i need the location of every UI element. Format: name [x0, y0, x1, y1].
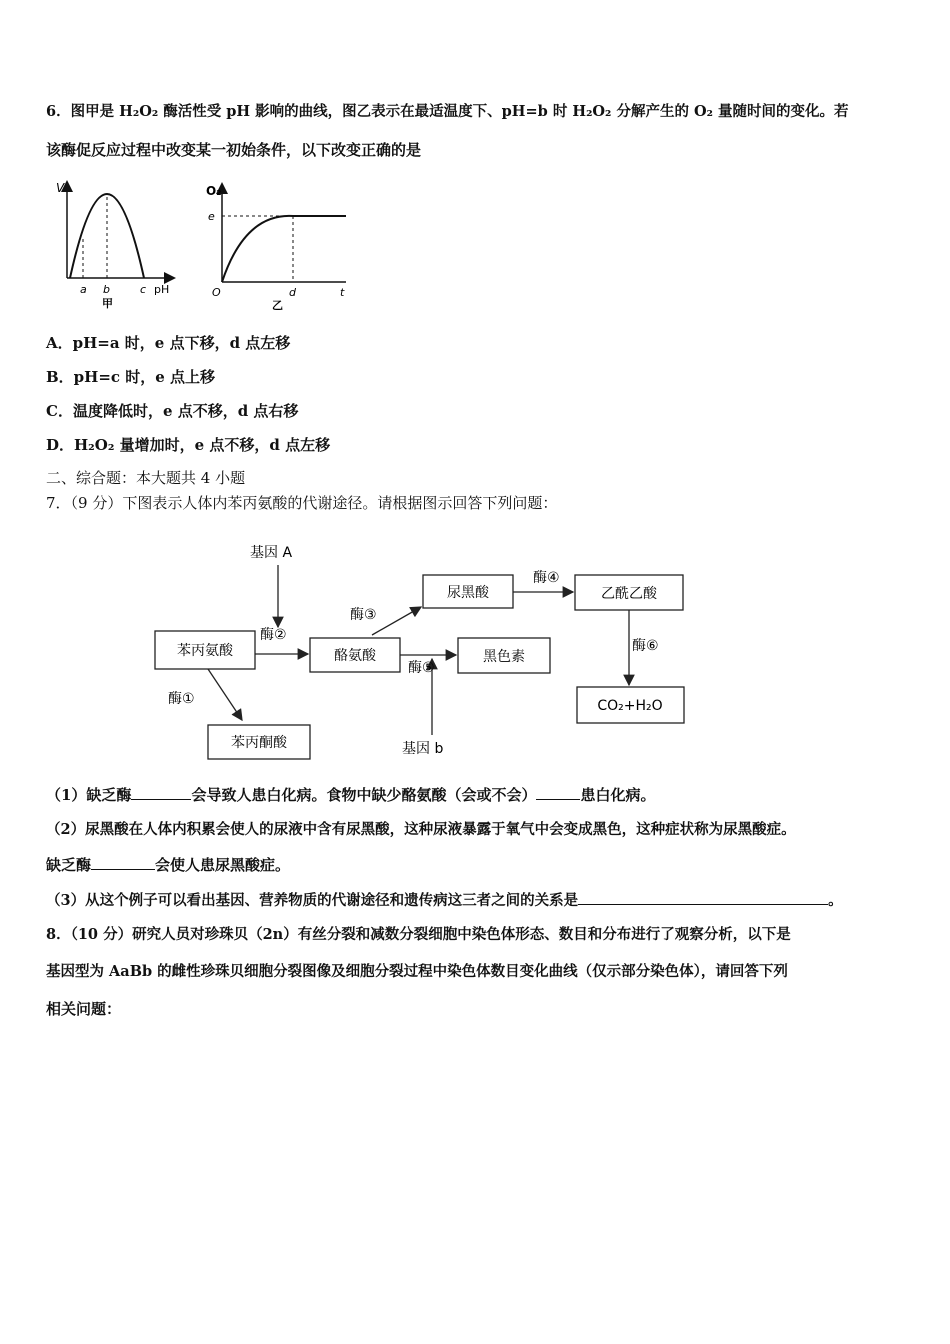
q8-line1: 8．（10 分）研究人员对珍珠贝（2n）有丝分裂和减数分裂细胞中染色体形态、数目和分布进行了观察分析，以下是: [46, 926, 791, 943]
q6-line1: 6．图甲是 H₂O₂ 酶活性受 pH 影响的曲线，图乙表示在最适温度下、pH=b 时 H₂O₂ 分解产生的 O₂ 量随时间的变化。若: [46, 103, 849, 120]
jia-caption: 甲: [102, 297, 113, 310]
answer-blank-3[interactable]: [91, 855, 155, 870]
label-melanin: 黑色素: [483, 649, 525, 665]
q6-line2: 该酶促反应过程中改变某一初始条件，以下改变正确的是: [46, 141, 422, 159]
yi-curve: [222, 216, 346, 282]
q7-sub1: [46, 785, 655, 805]
graph-yi: [200, 178, 360, 313]
label-enz6: 酶⑥: [632, 638, 659, 654]
yi-origin: O: [212, 286, 221, 299]
label-enz1: 酶①: [168, 691, 195, 707]
label-gene-a: 基因 A: [250, 545, 293, 561]
pathway-diagram: [140, 535, 700, 765]
label-phenylalanine: 苯丙氨酸: [177, 643, 233, 659]
jia-ylabel: V: [56, 181, 65, 195]
q7-sub2-line2: [46, 855, 290, 875]
yi-e-label: e: [208, 210, 215, 223]
label-homogentisic: 尿黑酸: [447, 585, 489, 601]
option-d: D．H₂O₂ 量增加时，e 点不移，d 点左移: [46, 436, 331, 454]
q7-sub3-a: （3）从这个例子可以看出基因、营养物质的代谢途径和遗传病这三者之间的关系是: [46, 892, 579, 909]
answer-blank-4[interactable]: [578, 890, 828, 905]
jia-tick-c: c: [140, 283, 147, 296]
q7-sub1-c: 患白化病。: [580, 786, 656, 804]
yi-caption: 乙: [272, 299, 283, 312]
q7-sub1-a: （1）缺乏酶: [46, 786, 132, 804]
q7-sub3-b: 。: [828, 892, 843, 909]
yi-t-label: t: [340, 286, 345, 299]
q7-title: 7．（9 分）下图表示人体内苯丙氨酸的代谢途径。请根据图示回答下列问题：: [46, 494, 558, 512]
jia-tick-a: a: [80, 283, 87, 296]
label-enz4: 酶④: [533, 570, 560, 586]
section-heading: 二、综合题：本大题共 4 小题: [46, 469, 246, 487]
q7-sub2-a: 缺乏酶: [46, 856, 92, 874]
yi-d-label: d: [289, 286, 296, 299]
q7-sub2-b: 会使人患尿黑酸症。: [155, 856, 291, 874]
label-enz2: 酶②: [260, 627, 287, 643]
label-tyrosine: 酪氨酸: [334, 648, 376, 664]
label-enz5: 酶⑤: [408, 660, 435, 676]
jia-tick-b: b: [103, 283, 110, 296]
q7-sub2-line1: （2）尿黑酸在人体内积累会使人的尿液中含有尿黑酸，这种尿液暴露于氧气中会变成黑色，这种症状称为尿黑酸症。: [46, 821, 796, 838]
label-gene-b: 基因 b: [402, 741, 444, 757]
jia-xlabel: pH: [154, 283, 170, 296]
arrow-phe-pyruvic: [208, 669, 242, 720]
label-phenylpyruvic: 苯丙酮酸: [231, 735, 287, 751]
graph-jia: [52, 180, 182, 310]
yi-ylabel: O₂: [206, 184, 222, 198]
answer-blank-1[interactable]: [131, 785, 191, 800]
label-acetoacetic: 乙酰乙酸: [601, 586, 657, 602]
arrow-tyr-homo: [372, 607, 421, 635]
option-b: B．pH=c 时，e 点上移: [46, 368, 216, 386]
q7-sub3: [46, 890, 843, 911]
option-c: C．温度降低时，e 点不移，d 点右移: [46, 402, 299, 420]
label-co2-h2o: CO₂+H₂O: [597, 698, 663, 714]
q8-line3: 相关问题：: [46, 1000, 122, 1018]
label-enz3: 酶③: [350, 607, 377, 623]
q8-line2: 基因型为 AaBb 的雌性珍珠贝细胞分裂图像及细胞分裂过程中染色体数目变化曲线（仅示部分染色体），请回答下列: [46, 963, 788, 980]
q7-sub1-b: 会导致人患白化病。食物中缺少酪氨酸（会或不会）: [191, 786, 537, 804]
option-a: A．pH=a 时，e 点下移，d 点左移: [46, 334, 291, 352]
answer-blank-2[interactable]: [536, 785, 580, 800]
